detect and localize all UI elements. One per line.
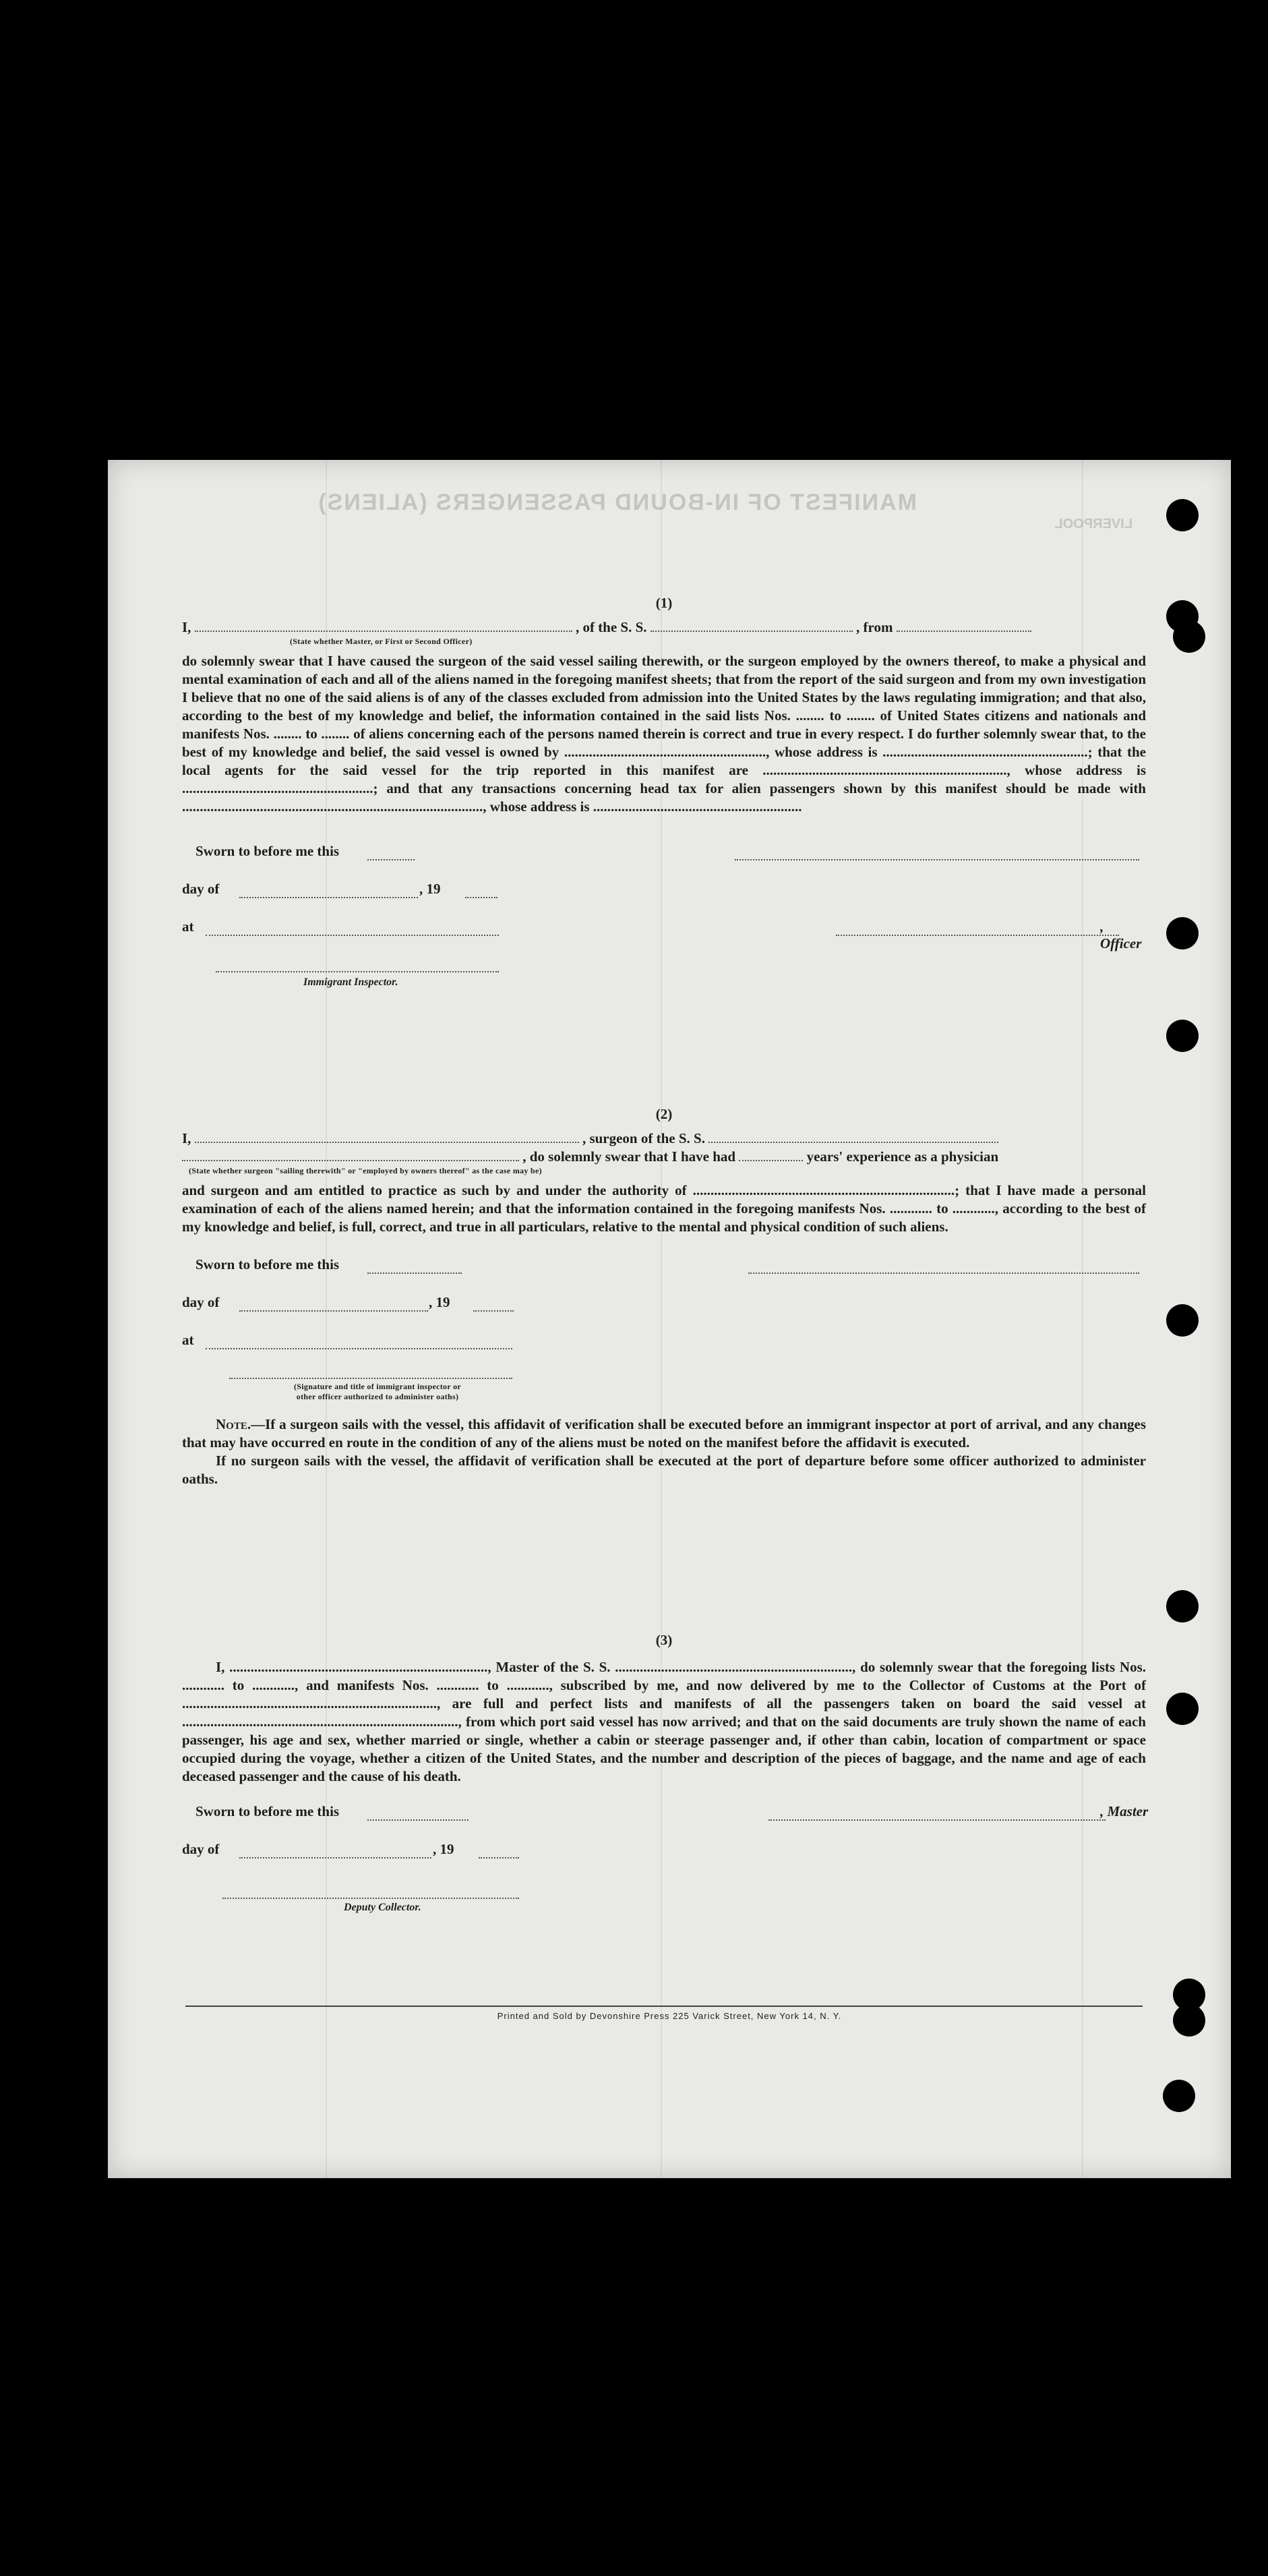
punch-hole [1166,1693,1199,1725]
manifest-form-page [108,460,1231,2178]
from-blank[interactable] [897,618,1031,632]
bleed-through-text: MANIFEST OF IN-BOUND PASSENGERS (ALIENS) LIVERPOOL [317,490,1133,531]
year-blank[interactable] [479,1845,519,1858]
officer-signature-line[interactable] [836,923,1119,936]
oath-paragraph: do solemnly swear that I have caused the surgeon of the said vessel sailing therewith, or the surgeon employed by the owners thereof, to make a physical and mental examination of each and all of the aliens named in the foregoing manifest sheets; that from the report of the said surgeon and from my own investigation I believe that no one of the said aliens is of any of the classes excluded from admission into the United States by the laws regulating immigration; and that also, according to the best of my knowledge and belief, the information contained in the said lists Nos. ........ to ........ of United States citizens and nationals and manifests Nos. ........ to ........ of aliens concerning each of the persons named therein is correct and true in every respect. I do further solemnly swear that, to the best of my knowledge and belief, the said vessel is owned by ........................................................., whose address is ..........................................................; that the local agents for the said vessel for the trip reported in this manifest are ....................................................................., whose address is ......................................................; and that any transactions concerning head tax for alien passengers shown by this manifest should be made with ....................................................................................., whose address is ........................................................... [182,653,1146,815]
inspector-signature-line[interactable] [216,971,499,972]
vessel-blank[interactable] [651,618,853,632]
sworn-blank[interactable] [367,847,415,860]
year-blank[interactable] [473,1298,514,1312]
section-number: (3) [655,1632,673,1648]
field-caption: (State whether Master, or First or Second Officer) [290,637,473,646]
surgeon-signature-line[interactable] [748,1260,1139,1274]
day-blank[interactable] [239,1845,431,1858]
footer-rule [185,2006,1143,2007]
punch-hole [1166,1304,1199,1337]
day-blank[interactable] [239,1298,428,1312]
section-master-declaration: (3) I, ........................................................................., Master of the S. S. ..................................................................., do solemnly swear that the foregoing lists Nos. ............ to ............, and manifests Nos. ............ to ............, subscribed by me, and now delivered by me to the Collector of Customs at the Port of ........................................................................, are full and perfect lists and manifests of all the passengers taken on board the said vessel at .............................................................................., from which port said vessel has now arrived; and that on the said documents are truly shown the name of each passenger, his age and sex, whether married or single, whether a cabin or steerage passenger and, if other than cabin, location of compartment or space occupied during the voyage, whether a citizen of the United States, and the number and description of the pieces of baggage, and the name and age of each deceased passenger and the cause of his death. Sworn to before me this , Master day of , 19 Deputy Collector. [182,1632,1149,1913]
surgeon-oath-line: I, , surgeon of the S. S. [182,1130,1146,1148]
punch-hole [1173,620,1205,653]
section-master-oath: (1) I, , of the S. S. , from (State whether Master, or First or Second Officer) do solemnly swear that I have caused the surgeon of the said vessel sailing therewith, or the surgeon employed by the owners thereof, to make a physical and mental examination of each and all of the aliens named in the foregoing manifest sheets; that from the report of the said surgeon and from my own investigation I believe that no one of the said aliens is of any of the classes excluded from admission into the United States by the laws regulating immigration; and that also, according to the best of my knowledge and belief, the information contained in the said lists Nos. ........ to ........ of United States citizens and nationals and manifests Nos. ........ to ........ of aliens concerning each of the persons named therein is correct and true in every respect. I do further solemnly swear that, to the best of my knowledge and belief, the said vessel is owned by ........................................................., whose address is ..........................................................; that the local agents for the said vessel for the trip reported in this manifest are ....................................................................., whose address is ......................................................; and that any transactions concerning head tax for alien passengers shown by this manifest should be made with ....................................................................................., whose address is ........................................................... Sworn to before me this day of , 19 at , Officer Immigrant Inspector. [182,595,1146,988]
deputy-signature-line[interactable] [222,1898,519,1899]
punch-hole [1166,917,1199,949]
at-blank[interactable] [206,923,499,936]
surgeon-oath-paragraph: and surgeon and am entitled to practice as such by and under the authority of ..........................................................................; that I have made a personal examination of each of the aliens named herein; and that the information contained in the foregoing manifests Nos. ............ to ............, according to the best of my knowledge and belief, is full, correct, and true in all particulars, relative to the mental and physical condition of such aliens. [182,1182,1146,1235]
section-number: (2) [655,1106,673,1122]
punch-hole [1166,1020,1199,1052]
years-blank[interactable] [739,1148,803,1161]
punch-hole [1163,2080,1195,2112]
master-oath-line: I, , of the S. S. , from [182,618,1146,637]
master-signature-line[interactable] [768,1807,1106,1821]
master-declaration-paragraph: I, ........................................................................., Master of the S. S. ..................................................................., do solemnly swear that the foregoing lists Nos. ............ to ............, and manifests Nos. ............ to ............, subscribed by me, and now delivered by me to the Collector of Customs at the Port of ........................................................................, are full and perfect lists and manifests of all the passengers taken on board the said vessel at .............................................................................., from which port said vessel has now arrived; and that on the said documents are truly shown the name of each passenger, his age and sex, whether married or single, whether a cabin or steerage passenger and, if other than cabin, location of compartment or space occupied during the voyage, whether a citizen of the United States, and the number and description of the pieces of baggage, and the name and age of each deceased passenger and the cause of his death. [182,1659,1146,1784]
at-blank[interactable] [206,1336,512,1349]
signature-caption: (Signature and title of immigrant inspector or other officer authorized to administer oaths) [293,1382,461,1401]
year-blank[interactable] [465,885,497,898]
sworn-blank[interactable] [367,1260,462,1274]
printer-footer: Printed and Sold by Devonshire Press 225 Varick Street, New York 14, N. Y. [497,2011,842,2021]
day-blank[interactable] [239,885,418,898]
sworn-blank[interactable] [367,1807,469,1821]
punch-hole [1166,499,1199,531]
inspector-signature-line[interactable] [229,1378,512,1379]
section-number: (1) [655,595,673,611]
name-blank[interactable] [195,618,572,632]
section-surgeon-oath: (2) I, , surgeon of the S. S. , do solemnly swear that I have had years' experience as a physician (State whether surgeon "sailing therewith" or "employed by owners thereof" as the case may be) and surgeon and am entitled to practice as such by and under the authority of ..........................................................................; that I have made a personal examination of each of the aliens named herein; and that the information contained in the foregoing manifests Nos. ............ to ............, according to the best of my knowledge and belief, is full, correct, and true in all particulars, relative to the mental and physical condition of such aliens. Sworn to before me this day of , 19 at (Signature and title of immigrant inspector or other officer authorized to administer oaths) Note.—If a surgeon sails with the vessel, this affidavit of verification shall be executed before an immigrant inspector at port of arrival, and any changes that may have occurred en route in the condition of any of the aliens must be noted on the manifest before the affidavit is executed. If no surgeon sails with the vessel, the affidavit of verification shall be executed at the port of departure before some officer authorized to administer oaths. [182,1106,1146,1487]
field-caption: (State whether surgeon "sailing therewith" or "employed by owners thereof" as the case may be) [189,1166,542,1175]
master-signature-line[interactable] [735,847,1139,860]
note-paragraph-2: If no surgeon sails with the vessel, the affidavit of verification shall be executed at the port of departure before some officer authorized to administer oaths. [182,1453,1146,1487]
punch-hole [1166,1590,1199,1622]
surgeon-type-blank[interactable] [182,1148,519,1161]
vessel-blank[interactable] [708,1130,998,1143]
surgeon-oath-line-2: , do solemnly swear that I have had years' experience as a physician [182,1148,1146,1166]
name-blank[interactable] [195,1130,579,1143]
note-paragraph: Note.—If a surgeon sails with the vessel, this affidavit of verification shall be executed before an immigrant inspector at port of arrival, and any changes that may have occurred en route in the condition of any of the aliens must be noted on the manifest before the affidavit is executed. [182,1416,1146,1451]
